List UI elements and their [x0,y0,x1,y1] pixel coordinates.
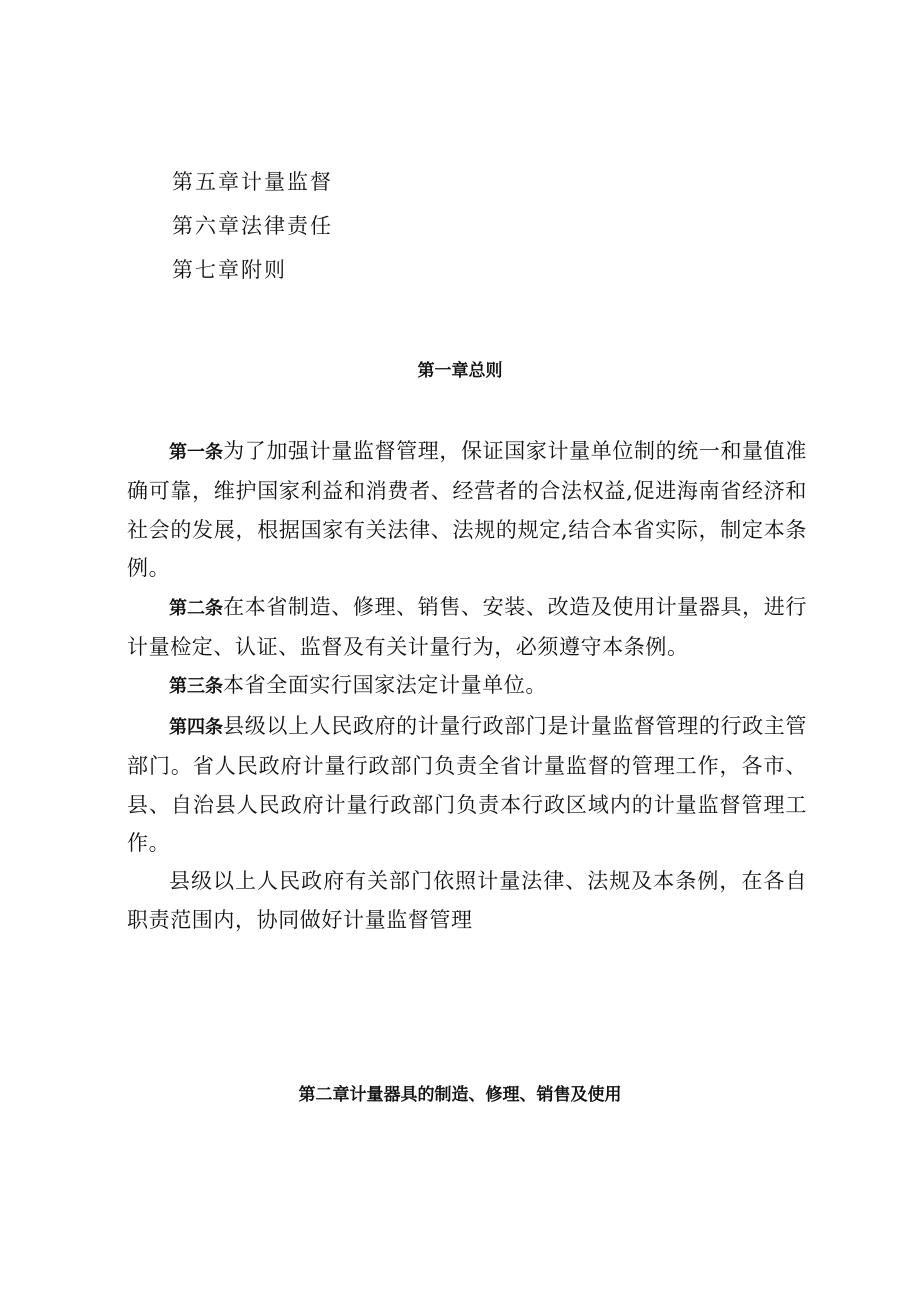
article-2 [127,588,807,667]
article-1-text: 为了加强计量监督管理，保证国家计量单位制的统一和量值准确可靠，维护国家利益和消费者、经营者的合法权益,促进海南省经济和社会的发展，根据国家有关法律、法规的规定,结合本省实际，制定本条例。 [127,439,808,581]
article-1-number: 第一条 [169,442,224,463]
chapter-1-body [127,432,807,939]
article-3 [127,666,807,706]
article-3-text: 本省全面实行国家法定计量单位。 [223,673,547,698]
chapter-1-heading: 第一章总则 [417,361,503,381]
article-2-text: 在本省制造、修理、销售、安装、改造及使用计量器具，进行计量检定、认证、监督及有关计量行为，必须遵守本条例。 [127,594,808,660]
toc-item-chapter-5: 第五章计量监督 [172,170,333,194]
article-4 [127,707,807,863]
article-2-number: 第二条 [169,597,224,619]
article-3-number: 第三条 [169,676,223,698]
toc-item-chapter-6: 第六章法律责任 [172,214,333,238]
toc-item-chapter-7: 第七章附则 [172,258,287,282]
table-of-contents [172,160,333,292]
article-4-paragraph-2: 县级以上人民政府有关部门依照计量法律、法规及本条例，在各自职责范围内，协同做好计量监督管理 [127,869,807,932]
article-4-text: 县级以上人民政府的计量行政部门是计量监督管理的行政主管部门。省人民政府计量行政部门负责全省计量监督的管理工作，各市、县、自治县人民政府计量行政部门负责本行政区域内的计量监督管理工作。 [127,713,808,856]
article-1 [127,432,807,588]
chapter-2-heading: 第二章计量器具的制造、修理、销售及使用 [298,1085,622,1105]
article-4-number: 第四条 [169,716,224,738]
